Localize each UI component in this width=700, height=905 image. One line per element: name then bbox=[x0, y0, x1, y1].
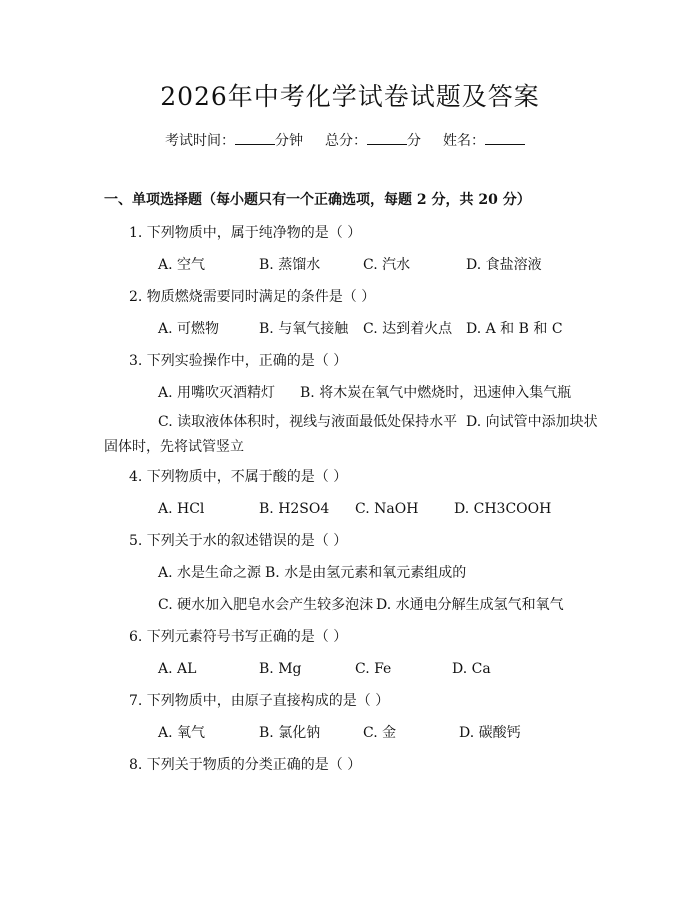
option: A. 氧气 bbox=[158, 725, 206, 741]
time-label: 考试时间： bbox=[165, 133, 235, 149]
option: D. Ca bbox=[452, 661, 491, 677]
option: B. H2SO4 bbox=[259, 501, 330, 517]
page-title: 2026年中考化学试卷试题及答案 bbox=[160, 82, 540, 111]
option: C. 金 bbox=[363, 725, 397, 741]
option: C. Fe bbox=[355, 661, 392, 677]
question-stem: 4. 下列物质中，不属于酸的是（ ） bbox=[129, 469, 348, 485]
option: A. AL bbox=[158, 661, 197, 677]
option: C. 达到着火点 bbox=[363, 321, 453, 337]
question-stem: 2. 物质燃烧需要同时满足的条件是（ ） bbox=[129, 289, 376, 305]
option: A. 用嘴吹灭酒精灯 bbox=[158, 385, 276, 401]
question-options-wrapped bbox=[104, 410, 604, 460]
question-stem: 5. 下列关于水的叙述错误的是（ ） bbox=[129, 533, 348, 549]
option: C. NaOH bbox=[355, 501, 419, 517]
question-stem: 6. 下列元素符号书写正确的是（ ） bbox=[129, 629, 348, 645]
time-blank bbox=[235, 130, 275, 145]
option: B. 将木炭在氧气中燃烧时，迅速伸入集气瓶 bbox=[300, 385, 572, 401]
question-options bbox=[158, 499, 551, 519]
score-label: 总分： bbox=[325, 133, 367, 149]
score-unit: 分 bbox=[407, 133, 421, 149]
exam-info-line bbox=[165, 130, 525, 151]
option: A. 空气 bbox=[158, 257, 206, 273]
option: C. 汽水 bbox=[363, 257, 411, 273]
question-options bbox=[158, 383, 571, 403]
option: D. 食盐溶液 bbox=[466, 257, 542, 273]
option: D. 碳酸钙 bbox=[459, 725, 521, 741]
time-unit: 分钟 bbox=[275, 133, 303, 149]
question-options bbox=[158, 595, 564, 615]
question-options bbox=[158, 659, 491, 679]
question-options bbox=[158, 319, 563, 339]
option: A. 可燃物 bbox=[158, 321, 220, 337]
question-stem: 3. 下列实验操作中，正确的是（ ） bbox=[129, 353, 348, 369]
option: C. 读取液体体积时，视线与液面最低处保持水平 bbox=[158, 414, 458, 430]
option: D. 向试管中添加块状固体时，先将试管竖立 bbox=[104, 414, 598, 455]
question-stem: 7. 下列物质中，由原子直接构成的是（ ） bbox=[129, 693, 390, 709]
question-stem: 8. 下列关于物质的分类正确的是（ ） bbox=[129, 757, 362, 773]
option: D. CH3COOH bbox=[454, 501, 552, 517]
name-label: 姓名： bbox=[443, 133, 485, 149]
score-blank bbox=[367, 130, 407, 145]
option: B. 蒸馏水 bbox=[259, 257, 321, 273]
option: B. Mg bbox=[259, 661, 302, 677]
question-options bbox=[158, 563, 466, 583]
question-options bbox=[158, 723, 521, 743]
name-blank bbox=[485, 130, 525, 145]
option: A. 水是生命之源 bbox=[158, 565, 262, 581]
question-stem: 1. 下列物质中，属于纯净物的是（ ） bbox=[129, 225, 362, 241]
option: D. A 和 B 和 C bbox=[466, 321, 563, 337]
option: B. 水是由氢元素和氧元素组成的 bbox=[265, 565, 467, 581]
option: B. 与氧气接触 bbox=[259, 321, 349, 337]
section-heading: 一、单项选择题（每小题只有一个正确选项，每题 2 分，共 20 分） bbox=[104, 192, 531, 208]
option: D. 水通电分解生成氢气和氧气 bbox=[376, 597, 564, 613]
option: C. 硬水加入肥皂水会产生较多泡沫 bbox=[158, 597, 374, 613]
option: A. HCl bbox=[158, 501, 205, 517]
option: B. 氯化钠 bbox=[259, 725, 321, 741]
question-options bbox=[158, 255, 542, 275]
